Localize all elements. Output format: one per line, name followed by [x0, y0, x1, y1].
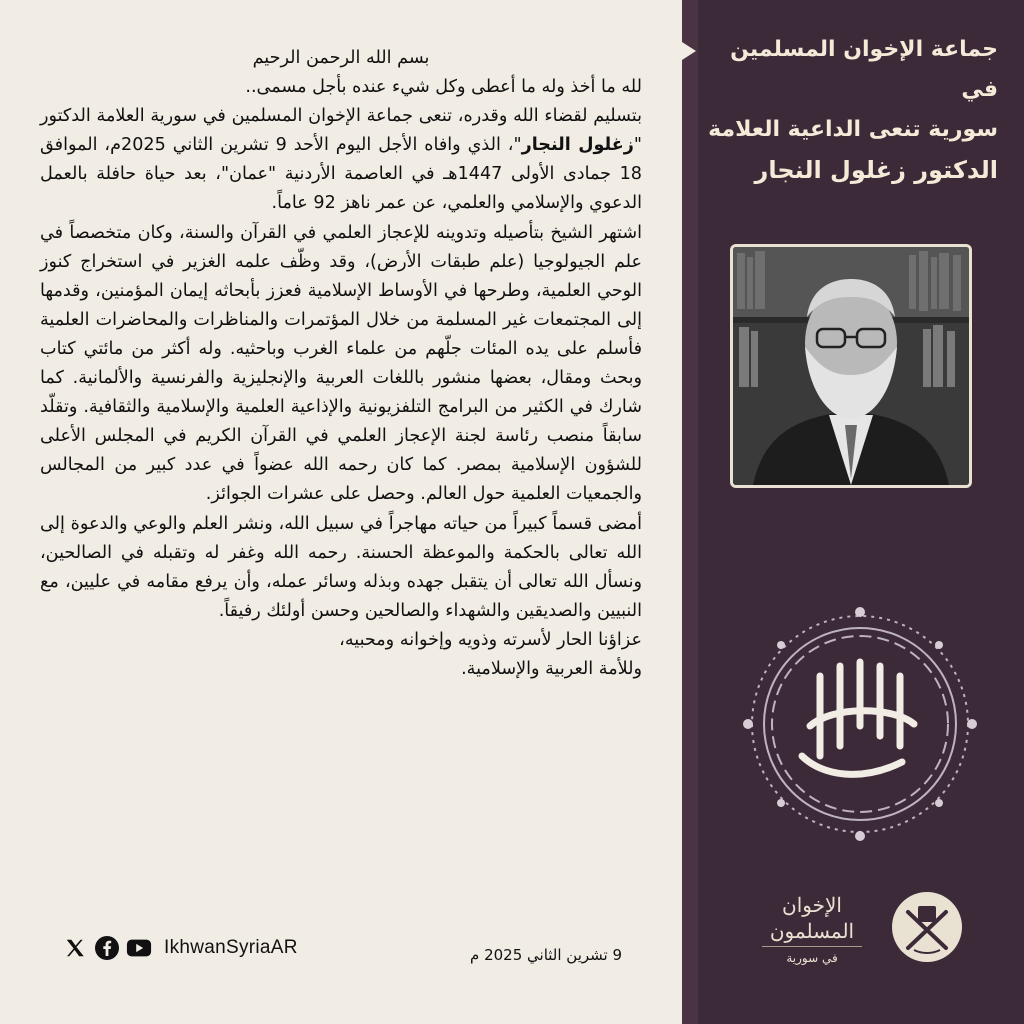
- announcement-paragraph: [40, 102, 642, 218]
- side-panel: [682, 0, 1024, 1024]
- headline-line-3: الدكتور زغلول النجار: [754, 156, 998, 184]
- deceased-name: زغلول النجار: [521, 135, 634, 156]
- logo-sub-text: في سورية: [762, 946, 862, 967]
- opening-verse: لله ما أخذ وله ما أعطى وكل شيء عنده بأجل مسمى..: [245, 77, 642, 98]
- headline: [698, 30, 998, 190]
- portrait-photo: [730, 244, 972, 488]
- facebook-icon[interactable]: [94, 935, 120, 961]
- pointer-arrow-icon: [682, 42, 696, 60]
- condolence-line: عزاؤنا الحار لأسرته وذويه وإخوانه ومحبيه،: [339, 629, 642, 650]
- social-handle[interactable]: IkhwanSyriaAR: [164, 937, 298, 958]
- social-links: [62, 930, 298, 966]
- organization-logo: [742, 884, 978, 974]
- logo-main-text: الإخوان المسلمون: [769, 893, 855, 943]
- condolence-emblem: [742, 606, 978, 842]
- crossed-swords-icon: [892, 892, 962, 962]
- youtube-icon[interactable]: [126, 935, 152, 961]
- condolence-line-2: وللأمة العربية والإسلامية.: [461, 658, 642, 679]
- prayer-paragraph: أمضى قسماً كبيراً من حياته مهاجراً في سبيل الله، ونشر العلم والوعي والدعوة إلى الله تعالى بالحكمة والموعظة الحسنة. رحمه الله وغفر له وتقبله في الصالحين، ونسأل الله تعالى أن يتقبل جهده وبذله وسائر عمله، وأن يرفع مقامه في عليين، مع النبيين والصديقين والشهداء والصالحين وحسن أولئك رفيقاً.: [40, 513, 642, 621]
- basmala: بسم الله الرحمن الرحيم: [252, 48, 430, 68]
- publish-date: 9 تشرين الثاني 2025 م: [470, 946, 623, 964]
- headline-line-2: سورية تنعى الداعية العلامة: [708, 117, 998, 142]
- headline-line-1: جماعة الإخوان المسلمين في: [730, 37, 998, 102]
- logo-text: [742, 892, 882, 967]
- x-icon[interactable]: [62, 935, 88, 961]
- obituary-text: [40, 44, 642, 684]
- announcement-text-start: بتسليم لقضاء الله وقدره، تنعى جماعة الإخوان المسلمين في سورية العلامة الدكتور ": [40, 106, 642, 156]
- announcement-text-end: "، الذي وافاه الأجل اليوم الأحد 9 تشرين الثاني 2025م، الموافق 18 جمادى الأولى 1447هـ في العاصمة الأردنية "عمان"، بعد حياة حافلة بالعمل الدعوي والإسلامي والعلمي، عن عمر ناهز 92 عاماً.: [40, 135, 642, 214]
- biography-paragraph: اشتهر الشيخ بتأصيله وتدوينه للإعجاز العلمي في القرآن والسنة، وكان متخصصاً في علم الجيولوجيا (علم طبقات الأرض)، وقد وظّف علمه الغزير في استخراج كنوز الوحي العلمية، وطرحها في الأوساط الإسلامية فعزز بأبحاثه إيمان المؤمنين، وقدمها إلى المجتمعات غير المسلمة من خلال المؤتمرات والمناظرات والمحاضرات العلمية فأسلم على يده المئات جلّهم من علماء الغرب وباحثيه. وله أكثر من مائتي كتاب وبحث ومقال، بعضها منشور باللغات العربية والإنجليزية والفرنسية والألمانية. كما شارك في الكثير من البرامج التلفزيونية والإذاعية العلمية والإسلامية والثقافية. وتقلّد سابقاً منصب رئاسة لجنة الإعجاز العلمي في القرآن الكريم في المجلس الأعلى للشؤون الإسلامية بمصر. كما كان رحمه الله عضواً في عدد كبير من المجالس والجمعيات العلمية حول العالم. وحصل على عشرات الجوائز.: [40, 222, 642, 505]
